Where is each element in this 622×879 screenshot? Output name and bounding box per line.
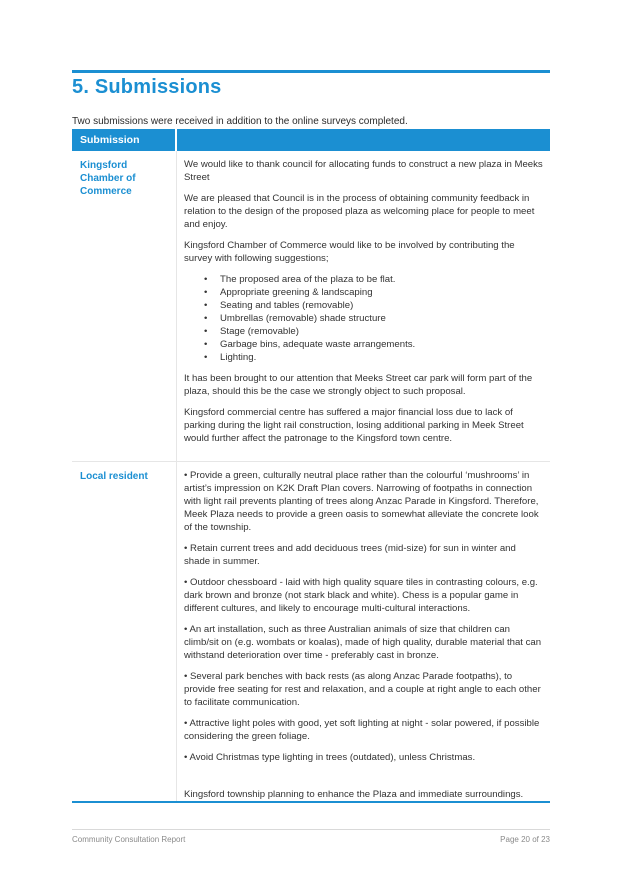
- table-row: [72, 151, 550, 462]
- page-title: 5. Submissions: [72, 76, 222, 98]
- paragraph: We would like to thank council for allocating funds to construct a new plaza in Meeks Street: [184, 159, 543, 183]
- bullet-icon: •: [204, 274, 208, 285]
- bullet-icon: •: [204, 287, 208, 298]
- suggestion-list: [184, 273, 544, 364]
- paragraph: It has been brought to our attention that Meeks Street car park will form part of the plaza, should this be the case we strongly object to such proposal.: [184, 373, 533, 397]
- row-content-chamber: [177, 151, 550, 461]
- paragraph: • Avoid Christmas type lighting in trees (outdated), unless Christmas.: [184, 752, 476, 763]
- bullet-icon: •: [204, 352, 208, 363]
- list-item: • Appropriate greening & landscaping: [204, 287, 373, 298]
- footer-page-number: Page 20 of 23: [500, 835, 550, 844]
- bullet-icon: •: [204, 313, 208, 324]
- list-item: • Seating and tables (removable): [204, 300, 354, 311]
- header-submission: Submission: [72, 129, 177, 151]
- list-item: • The proposed area of the plaza to be flat.: [204, 274, 396, 285]
- footer-rule: [72, 829, 550, 830]
- paragraph: • Outdoor chessboard - laid with high quality square tiles in contrasting colours, e.g. dark brown and bronze (not stark black and white). Chess is a popular game in different cultures, and likely to encourage multi-cultural interactions.: [184, 577, 538, 614]
- paragraph: We are pleased that Council is in the process of obtaining community feedback in relation to the design of the proposed plaza as welcoming place for people to meet and enjoy.: [184, 193, 535, 230]
- table-header: [72, 129, 550, 151]
- spacer: [184, 772, 544, 788]
- intro-text: Two submissions were received in addition to the online surveys completed.: [72, 116, 408, 127]
- paragraph: Kingsford Chamber of Commerce would like to be involved by contributing the survey with following suggestions;: [184, 240, 515, 264]
- list-item: • Umbrellas (removable) shade structure: [204, 313, 386, 324]
- paragraph: • An art installation, such as three Australian animals of size that children can climb/sit on (e.g. wombats or koalas), made of high quality, durable material that can withstand deterioration over time - preferably cast in bronze.: [184, 624, 542, 661]
- row-label-resident: Local resident: [72, 462, 177, 801]
- paragraph: • Attractive light poles with good, yet soft lighting at night - solar powered, if possible considering the green foliage.: [184, 718, 540, 742]
- paragraph: • Retain current trees and add deciduous trees (mid-size) for sun in winter and shade in summer.: [184, 543, 516, 567]
- row-label-chamber: [72, 151, 177, 461]
- row-label-line: Commerce: [80, 186, 132, 197]
- bullet-icon: •: [204, 339, 208, 350]
- paragraph: • Provide a green, culturally neutral place rather than the colourful ‘mushrooms’ in artist’s impression on K2K Draft Plan covers. Narrowing of footpaths in connection with light rail prevents planting of trees along Anzac Parade in Kingsford. Therefore, Meek Plaza needs to provide a green oasis to somewhat alleviate the concrete look of the township.: [184, 470, 539, 533]
- list-item: • Garbage bins, adequate waste arrangements.: [204, 339, 416, 350]
- submissions-table: [72, 129, 550, 803]
- row-label-line: Kingsford: [80, 160, 128, 171]
- footer-report-title: Community Consultation Report: [72, 835, 186, 844]
- list-item: • Lighting.: [204, 352, 257, 363]
- paragraph: Kingsford commercial centre has suffered a major financial loss due to lack of parking during the light rail construction, losing additional parking in Meek Street would further affect the patronage to the Kingsford town centre.: [184, 407, 524, 444]
- row-content-resident: [177, 462, 550, 801]
- row-label-line: Chamber of: [80, 173, 136, 184]
- table-row: [72, 462, 550, 803]
- paragraph: Kingsford township planning to enhance the Plaza and immediate surroundings.: [184, 789, 524, 800]
- heading-rule: [72, 70, 550, 73]
- paragraph: • Several park benches with back rests (as along Anzac Parade footpaths), to provide free seating for rest and relaxation, and a couple at right angle to each other to facilitate communication.: [184, 671, 541, 708]
- list-item: • Stage (removable): [204, 326, 299, 337]
- bullet-icon: •: [204, 326, 208, 337]
- bullet-icon: •: [204, 300, 208, 311]
- header-blank: [177, 129, 550, 151]
